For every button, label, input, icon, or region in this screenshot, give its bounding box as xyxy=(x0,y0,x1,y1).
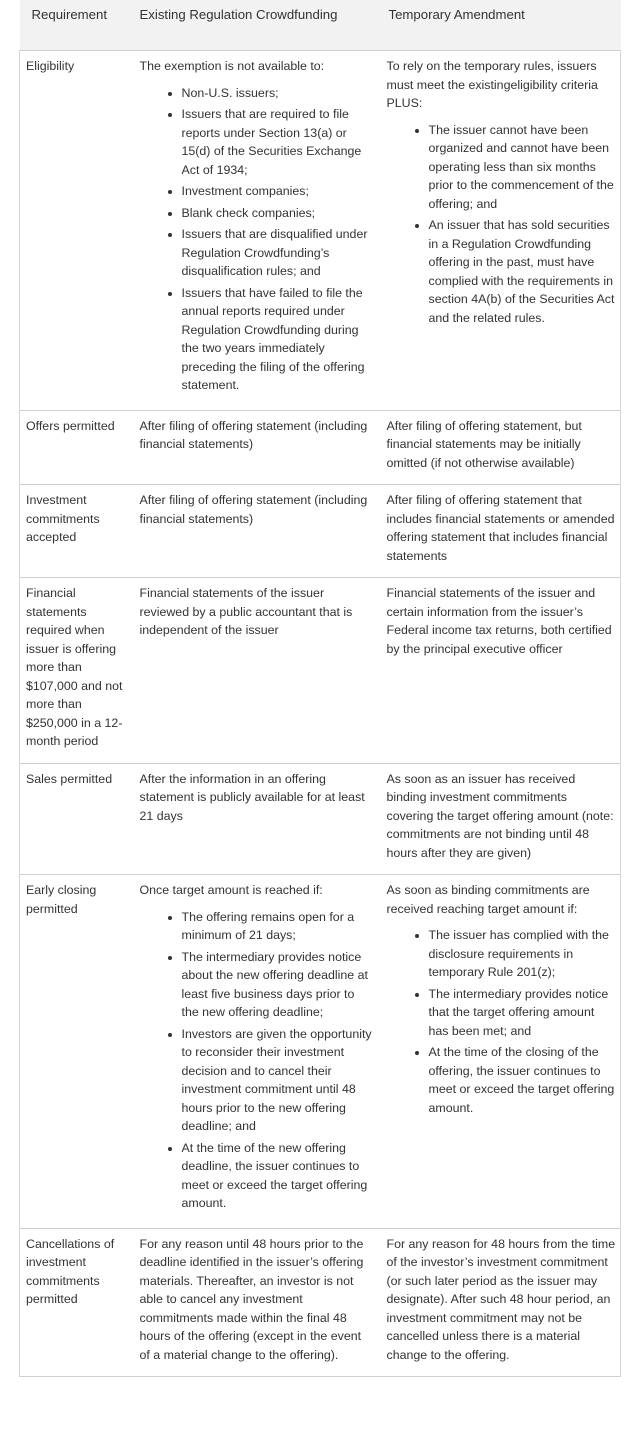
header-requirement: Requirement xyxy=(20,0,134,51)
bullet-item: • Issuers that are disqualified under Regulation Crowdfunding’s disqualification rules; and xyxy=(182,225,375,281)
bullet-item: • The intermediary provides notice about the new offering deadline at least five business days prior to the new offering deadline; xyxy=(182,948,375,1022)
bullet-item: • The offering remains open for a minimum of 21 days; xyxy=(182,908,375,945)
temporary-cell xyxy=(381,578,621,764)
existing-text: After filing of offering statement (including financial statements) xyxy=(139,493,368,526)
table-body xyxy=(20,51,621,1377)
table-row xyxy=(20,578,621,764)
existing-bullet-list xyxy=(140,84,375,395)
temporary-text: After filing of offering statement, but financial statements may be initially omitted (if not otherwise available) xyxy=(386,418,582,470)
comparison-table xyxy=(19,0,621,1377)
temporary-cell xyxy=(381,485,621,578)
existing-cell xyxy=(134,485,381,578)
temporary-cell xyxy=(381,410,621,485)
comparison-table-container xyxy=(19,0,620,1377)
requirement-cell: Cancellations of investment commitments permitted xyxy=(20,1228,134,1377)
bullet-item: • The intermediary provides notice that the target offering amount has been met; and xyxy=(429,985,617,1041)
table-row xyxy=(20,485,621,578)
existing-cell xyxy=(134,763,381,875)
header-existing: Existing Regulation Crowdfunding xyxy=(134,0,381,51)
requirement-cell: Offers permitted xyxy=(20,410,134,485)
requirement-cell: Financial statements required when issuer is offering more than $107,000 and not more than $250,000 in a 12-month period xyxy=(20,578,134,764)
temporary-cell xyxy=(381,763,621,875)
temporary-cell xyxy=(381,51,621,411)
bullet-item: • Blank check companies; xyxy=(182,204,375,223)
existing-cell xyxy=(134,875,381,1229)
temporary-text: As soon as an issuer has received binding investment commitments covering the target offering amount (note: commitments are not binding until 48 hours after they are given) xyxy=(386,771,614,860)
bullet-item: • At the time of the new offering deadline, the issuer continues to meet or exceed the target offering amount. xyxy=(182,1139,375,1213)
existing-text: Once target amount is reached if: xyxy=(139,883,323,897)
temporary-text: Financial statements of the issuer and certain information from the issuer’s Federal income tax returns, both certified by the principal executive officer xyxy=(386,586,612,656)
bullet-item: • Non-U.S. issuers; xyxy=(182,84,375,103)
bullet-item: • The issuer cannot have been organized and cannot have been operating less than six months prior to the commencement of the offering; and xyxy=(429,121,617,214)
bullet-item: • At the time of the closing of the offering, the issuer continues to meet or exceed the target offering amount. xyxy=(429,1043,617,1117)
temporary-text: To rely on the temporary rules, issuers must meet the existingeligibility criteria PLUS: xyxy=(386,59,598,110)
temporary-cell xyxy=(381,1228,621,1377)
existing-cell xyxy=(134,1228,381,1377)
bullet-item: • Investment companies; xyxy=(182,182,375,201)
temporary-bullet-list xyxy=(387,121,617,328)
existing-cell xyxy=(134,51,381,411)
requirement-cell: Investment commitments accepted xyxy=(20,485,134,578)
table-row xyxy=(20,1228,621,1377)
bullet-item: • Issuers that are required to file reports under Section 13(a) or 15(d) of the Securities Exchange Act of 1934; xyxy=(182,105,375,179)
temporary-text: For any reason for 48 hours from the time of the investor’s investment commitment (or such later period as the issuer may designate). After such 48 hour period, an investment commitment may not be cancelled unless there is a material change to the offering. xyxy=(386,1236,616,1362)
existing-text: After filing of offering statement (including financial statements) xyxy=(139,418,368,451)
existing-text: The exemption is not available to: xyxy=(139,59,325,73)
existing-text: After the information in an offering statement is publicly available for at least 21 days xyxy=(139,771,365,823)
requirement-cell: Eligibility xyxy=(20,51,134,411)
existing-cell xyxy=(134,410,381,485)
existing-bullet-list xyxy=(140,908,375,1213)
temporary-cell xyxy=(381,875,621,1229)
existing-text: Financial statements of the issuer reviewed by a public accountant that is independent of the issuer xyxy=(139,586,353,637)
table-row xyxy=(20,51,621,411)
requirement-cell: Sales permitted xyxy=(20,763,134,875)
table-row xyxy=(20,875,621,1229)
bullet-item: • An issuer that has sold securities in a Regulation Crowdfunding offering in the past, must have complied with the requirements in section 4A(b) of the Securities Act and the related rules. xyxy=(429,216,617,327)
table-row xyxy=(20,763,621,875)
table-row xyxy=(20,410,621,485)
bullet-item: • The issuer has complied with the disclosure requirements in temporary Rule 201(z); xyxy=(429,926,617,982)
bullet-item: • Investors are given the opportunity to reconsider their investment decision and to cancel their investment commitment until 48 hours prior to the new offering deadline; and xyxy=(182,1025,375,1136)
requirement-cell: Early closing permitted xyxy=(20,875,134,1229)
temporary-text: As soon as binding commitments are received reaching target amount if: xyxy=(386,883,590,916)
temporary-text: After filing of offering statement that includes financial statements or amended offering statement that includes financial statements xyxy=(386,493,615,563)
table-header xyxy=(20,0,621,51)
existing-text: For any reason until 48 hours prior to the deadline identified in the issuer’s offering materials. Thereafter, an investor is not able to cancel any investment commitments made within the final 48 hours of the offering (except in the event of a material change to the offering). xyxy=(139,1236,364,1362)
bullet-item: • Issuers that have failed to file the annual reports required under Regulation Crowdfunding during the two years immediately preceding the filing of the offering statement. xyxy=(182,284,375,395)
existing-cell xyxy=(134,578,381,764)
temporary-bullet-list xyxy=(387,926,617,1117)
header-temporary: Temporary Amendment xyxy=(381,0,621,51)
